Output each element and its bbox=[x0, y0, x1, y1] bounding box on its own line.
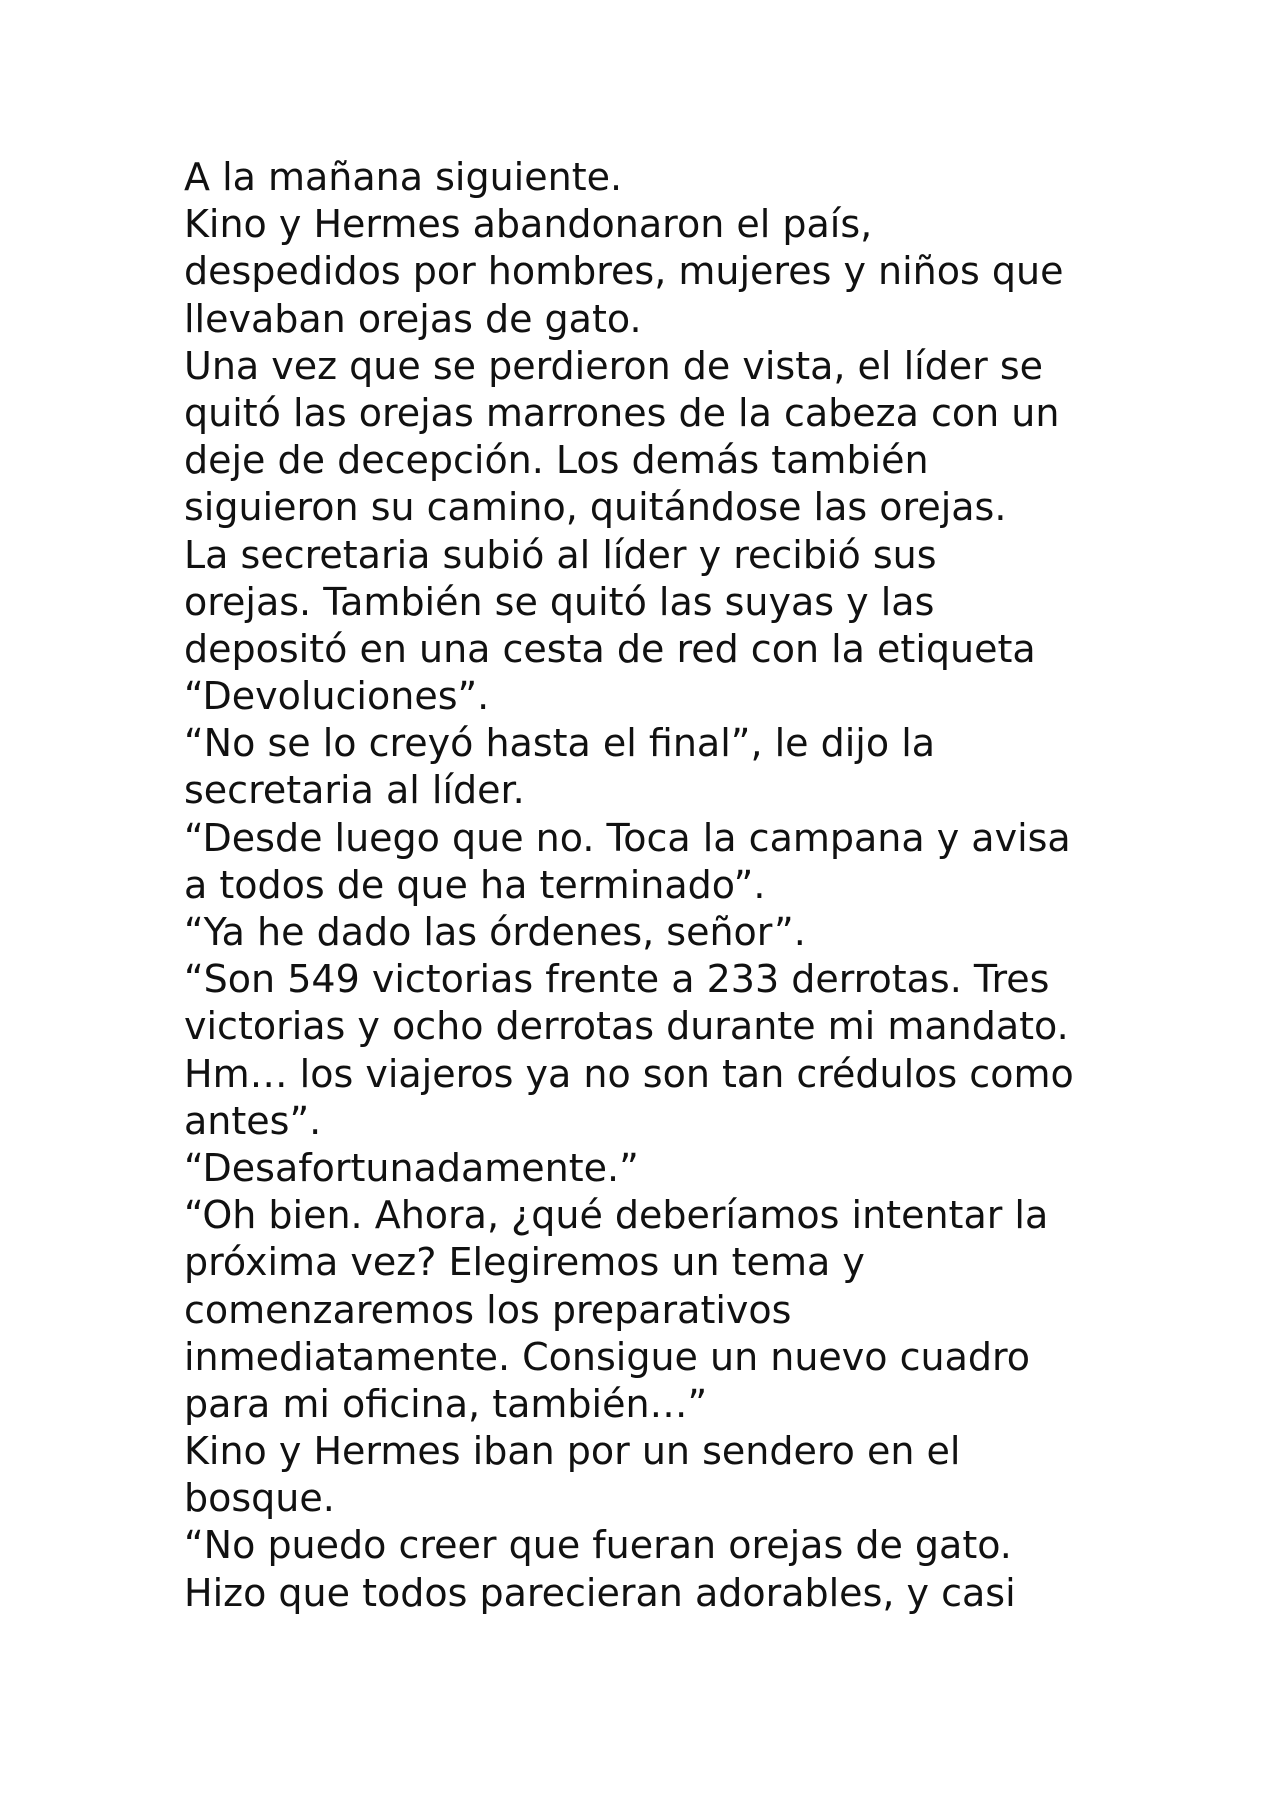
text-line: inmediatamente. Consigue un nuevo cuadro bbox=[184, 1334, 1031, 1379]
text-line: deje de decepción. Los demás también bbox=[184, 438, 929, 483]
text-line: llevaban orejas de gato. bbox=[184, 296, 642, 341]
text-line: Kino y Hermes iban por un sendero en el bbox=[184, 1429, 961, 1474]
text-line: “Ya he dado las órdenes, señor”. bbox=[184, 910, 806, 954]
text-line: A la mañana siguiente. bbox=[184, 155, 623, 199]
text-line: despedidos por hombres, mujeres y niños que bbox=[184, 249, 1064, 294]
text-line: antes”. bbox=[184, 1098, 322, 1143]
text-line: “Oh bien. Ahora, ¿qué deberíamos intentar la bbox=[184, 1193, 1049, 1238]
text-line: “Devoluciones”. bbox=[184, 674, 490, 719]
text-line: comenzaremos los preparativos bbox=[184, 1287, 792, 1332]
text-line: para mi oficina, también…” bbox=[184, 1381, 708, 1426]
text-line: “No puedo creer que fueran orejas de gato. bbox=[184, 1523, 1012, 1568]
text-line: victorias y ocho derrotas durante mi mandato. bbox=[184, 1004, 1069, 1049]
text-line: secretaria al líder. bbox=[184, 768, 525, 813]
text-line: “Desde luego que no. Toca la campana y avisa bbox=[184, 815, 1071, 860]
text-line: La secretaria subió al líder y recibió sus bbox=[184, 532, 937, 577]
text-line: Una vez que se perdieron de vista, el líder se bbox=[184, 343, 1044, 388]
text-line: “Son 549 victorias frente a 233 derrotas. Tres bbox=[184, 957, 1050, 1002]
text-line: bosque. bbox=[184, 1476, 335, 1521]
body-text bbox=[184, 154, 1124, 1617]
text-line: quitó las orejas marrones de la cabeza con un bbox=[184, 390, 1060, 435]
text-line: Hm… los viajeros ya no son tan crédulos como bbox=[184, 1051, 1074, 1096]
text-line: Kino y Hermes abandonaron el país, bbox=[184, 202, 873, 247]
text-line: “No se lo creyó hasta el final”, le dijo la bbox=[184, 721, 936, 766]
text-line: Hizo que todos parecieran adorables, y casi bbox=[184, 1570, 1016, 1615]
text-line: depositó en una cesta de red con la etiqueta bbox=[184, 626, 1036, 671]
text-line: próxima vez? Elegiremos un tema y bbox=[184, 1240, 865, 1285]
text-line: “Desafortunadamente.” bbox=[184, 1145, 639, 1190]
text-line: a todos de que ha terminado”. bbox=[184, 862, 766, 907]
text-line: siguieron su camino, quitándose las orejas. bbox=[184, 485, 1007, 530]
text-line: orejas. También se quitó las suyas y las bbox=[184, 579, 935, 624]
